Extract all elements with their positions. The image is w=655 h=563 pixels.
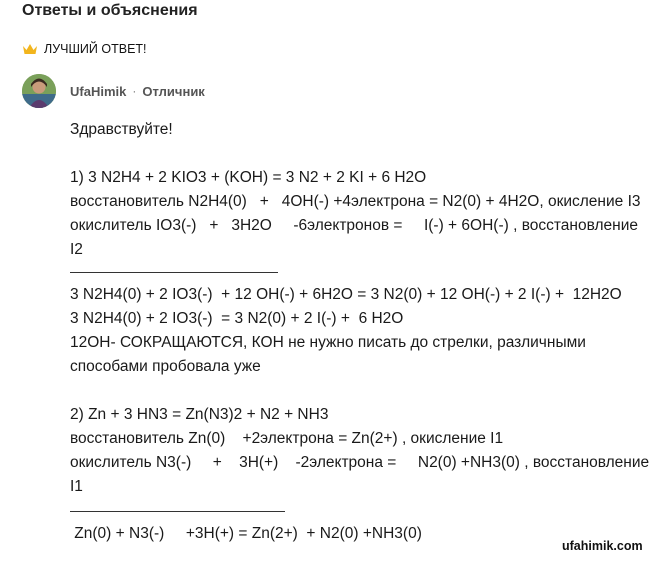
avatar[interactable] [22,74,56,108]
part2-oxidant-cont: I1 [70,478,83,495]
author-name[interactable]: UfaHimik [70,83,127,99]
part1-reductant: восстановитель N2H4(0) + 4OH(-) +4электрона = N2(0) + 4H2O, окисление I3 [70,193,641,210]
greeting: Здравствуйте! [70,121,173,138]
divider [70,272,278,273]
divider [70,511,285,512]
part2-oxidant: окислитель N3(-) + 3H(+) -2электрона = N2(0) +NH3(0) , восстановление [70,454,650,471]
author-row [22,74,205,108]
part1-sum-full: 3 N2H4(0) + 2 IO3(-) + 12 OH(-) + 6H2O = 3 N2(0) + 12 OH(-) + 2 I(-) + 12H2O [70,286,622,303]
part2-equation: 2) Zn + 3 HN3 = Zn(N3)2 + N2 + NH3 [70,406,329,423]
best-answer-badge [22,42,147,56]
best-answer-label: ЛУЧШИЙ ОТВЕТ! [44,42,147,56]
part2-sum: Zn(0) + N3(-) +3H(+) = Zn(2+) + N2(0) +NH3(0) [70,525,422,542]
answer-body [70,118,650,546]
part1-sum-reduced: 3 N2H4(0) + 2 IO3(-) = 3 N2(0) + 2 I(-) + 6 H2O [70,310,404,327]
part1-oxidant: окислитель IO3(-) + 3H2O -6электронов = I(-) + 6OH(-) , восстановление [70,217,638,234]
part1-note: 12OH- СОКРАЩАЮТСЯ, КОН не нужно писать до стрелки, различными способами пробовала уже [70,334,586,375]
watermark: ufahimik.com [562,539,643,553]
part2-reductant: восстановитель Zn(0) +2электрона = Zn(2+) , окисление I1 [70,430,504,447]
separator: · [132,84,137,98]
part1-oxidant-cont: I2 [70,241,83,258]
section-title: Ответы и объяснения [22,2,198,19]
crown-icon [22,43,38,55]
author-rank: Отличник [142,83,205,99]
part1-equation: 1) 3 N2H4 + 2 KIO3 + (KOH) = 3 N2 + 2 KI + 6 H2O [70,169,427,186]
